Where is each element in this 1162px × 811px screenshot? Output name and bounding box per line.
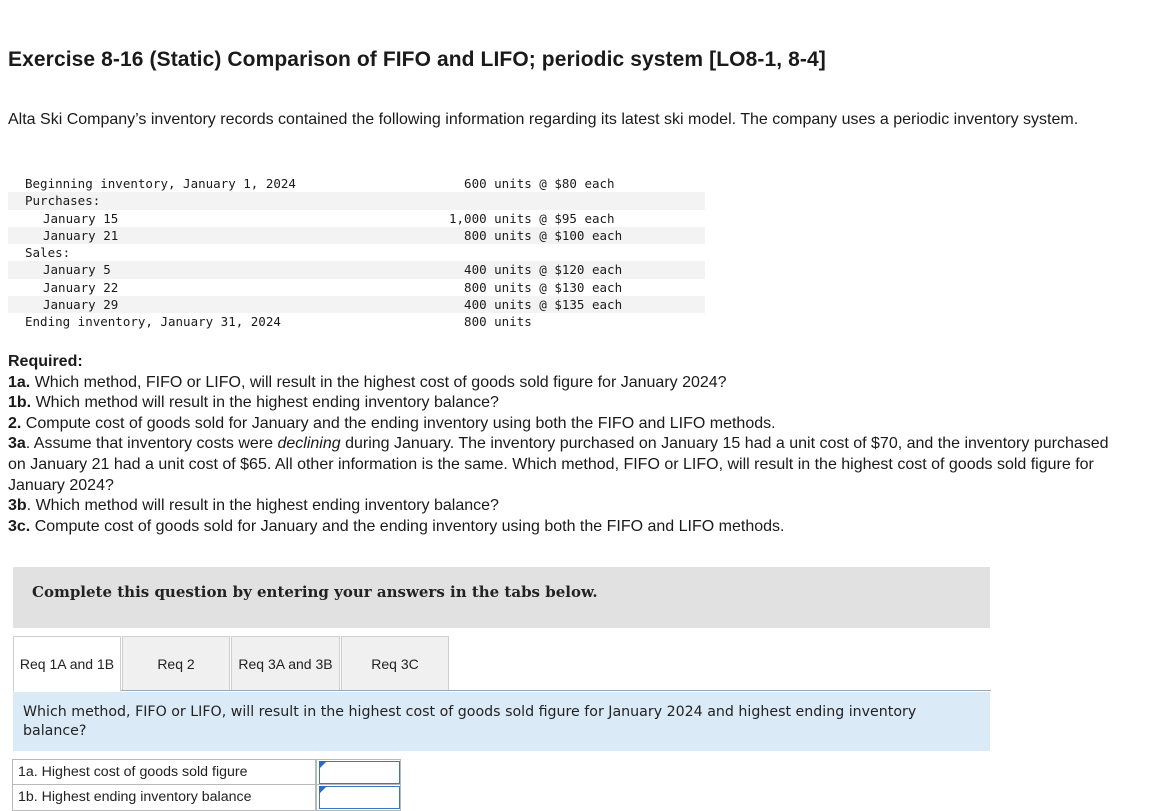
inventory-row — [8, 296, 705, 313]
inventory-row — [8, 175, 705, 192]
tab-req-2[interactable]: Req 2 — [122, 636, 230, 691]
inventory-row — [8, 279, 705, 296]
inventory-row-value: 400 units @ $120 each — [449, 262, 623, 278]
inventory-row-label: January 21 — [43, 227, 119, 243]
inventory-row-label: January 29 — [43, 297, 119, 313]
answer-dropdown-1b[interactable] — [319, 786, 400, 809]
inventory-row-label: Sales: — [25, 245, 71, 261]
requirement-2: 2. Compute cost of goods sold for January and the ending inventory using both the FIFO and LIFO methods. — [8, 414, 776, 432]
inventory-table — [8, 175, 705, 331]
inventory-row — [8, 227, 705, 244]
inventory-row-label: Purchases: — [25, 193, 101, 209]
inventory-row-value: 400 units @ $135 each — [449, 297, 623, 313]
requirement-3b: 3b. Which method will result in the highest ending inventory balance? — [8, 497, 499, 515]
page-title: Exercise 8-16 (Static) Comparison of FIFO and LIFO; periodic system [LO8-1, 8-4] — [8, 48, 826, 71]
inventory-row — [8, 192, 705, 209]
inventory-row-value: 1,000 units @ $95 each — [449, 210, 615, 226]
question-panel — [13, 692, 990, 751]
dropdown-indicator-icon — [319, 761, 327, 769]
answer-label-1b: 1b. Highest ending inventory balance — [12, 785, 316, 811]
inventory-row-value: 800 units — [449, 314, 532, 330]
intro-paragraph: Alta Ski Company’s inventory records contained the following information regarding its latest ski model. The company uses a periodic inventory system. — [8, 111, 1079, 128]
answer-cell — [316, 759, 401, 785]
tab-req-1a-1b[interactable]: Req 1A and 1B — [13, 636, 121, 692]
inventory-row-label: Beginning inventory, January 1, 2024 — [25, 176, 296, 191]
instructions-text: Complete this question by entering your answers in the tabs below. — [32, 583, 598, 601]
answer-cell — [316, 785, 401, 811]
inventory-row-label: January 5 — [43, 262, 111, 278]
inventory-row-label: January 22 — [43, 279, 119, 295]
inventory-row — [8, 313, 705, 330]
inventory-row-value: 800 units @ $130 each — [449, 279, 623, 295]
inventory-row-label: January 15 — [43, 210, 119, 226]
tab-divider — [121, 690, 991, 691]
question-text: Which method, FIFO or LIFO, will result in the highest cost of goods sold figure for January 2024 and highest ending inventory balance? — [23, 704, 917, 739]
inventory-row-label: Ending inventory, January 31, 2024 — [25, 314, 281, 330]
inventory-row-value: 600 units @ $80 each — [449, 176, 615, 191]
dropdown-indicator-icon — [319, 786, 327, 794]
answer-label-1a: 1a. Highest cost of goods sold figure — [12, 759, 316, 785]
required-section — [8, 352, 1128, 537]
inventory-row — [8, 261, 705, 278]
requirement-1b: 1b. Which method will result in the highest ending inventory balance? — [8, 394, 499, 412]
inventory-row — [8, 210, 705, 227]
tab-req-3a-3b[interactable]: Req 3A and 3B — [231, 636, 340, 691]
tab-req-3c[interactable]: Req 3C — [341, 636, 449, 691]
requirement-3a: 3a. Assume that inventory costs were declining during January. The inventory purchased on January 15 had a unit cost of $70, and the inventory purchased on January 21 had a unit cost of $65. All other information is the same. Which method, FIFO or LIFO, will result in the highest cost of goods sold figure for January 2024? — [8, 435, 1109, 494]
inventory-row — [8, 244, 705, 261]
instructions-banner — [13, 567, 990, 628]
required-heading: Required: — [8, 353, 83, 370]
requirement-1a: 1a. Which method, FIFO or LIFO, will result in the highest cost of goods sold figure for January 2024? — [8, 373, 727, 391]
inventory-row-value: 800 units @ $100 each — [449, 227, 623, 243]
answer-dropdown-1a[interactable] — [319, 761, 400, 784]
requirement-3c: 3c. Compute cost of goods sold for January and the ending inventory using both the FIFO and LIFO methods. — [8, 517, 785, 535]
